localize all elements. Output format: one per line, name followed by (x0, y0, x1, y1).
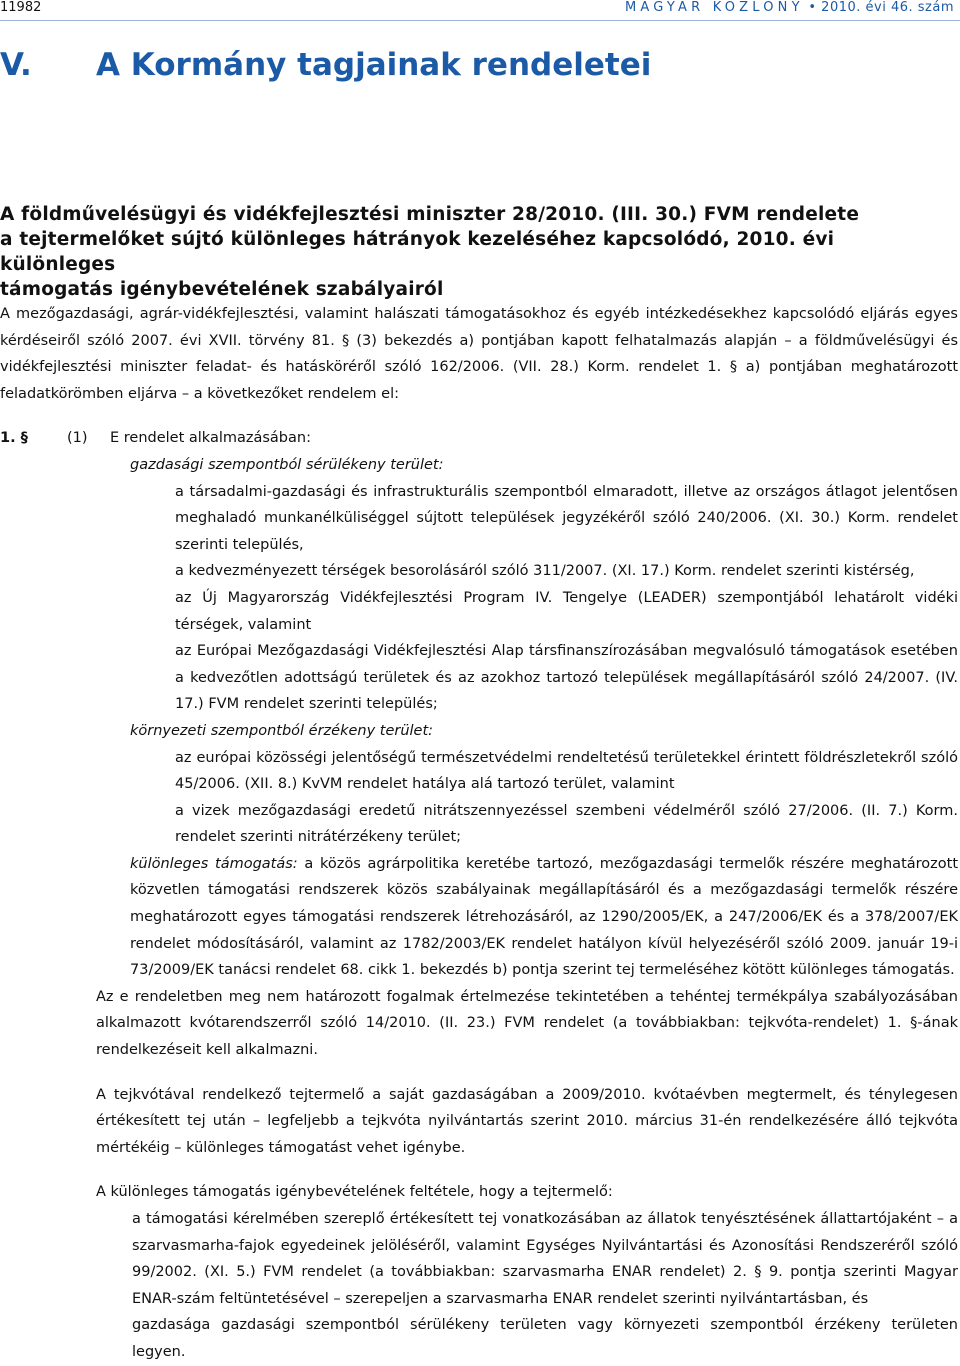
sub-item-text: a vizek mezőgazdasági eredetű nitrátszennyezéssel szembeni védelméről szóló 27/2006. (II. 7.) Korm. rendelet szerinti nitrátérzékeny terület; (175, 802, 958, 846)
section-heading (0, 47, 651, 83)
sub-item-text: a társadalmi-gazdasági és infrastrukturális szempontból elmaradott, illetve az országos átlagot jelentősen meghaladó munkanélküliséggel sújtott települések jegyzékéről szóló 240/2006. (XI. 30.) Korm. rendelet szerinti település, (175, 483, 958, 553)
sub-item-text: gazdasága gazdasági szempontból sérülékeny területen vagy környezeti szempontból érzékeny területen legyen. (132, 1317, 958, 1360)
definition-item-1 (0, 452, 958, 479)
journal-header (625, 0, 954, 15)
sub-item (0, 638, 958, 718)
paragraph-text: E rendelet alkalmazásában: (110, 430, 311, 447)
page-header (0, 0, 960, 20)
sub-item (0, 558, 958, 585)
decree-title-line: támogatás igénybevételének szabályairól (0, 279, 444, 300)
section-2-text: A tejkvótával rendelkező tejtermelő a saját gazdaságában a 2009/2010. kvótaévben megtermelt, és ténylegesen értékesített tej után – legfeljebb a tejkvóta nyilvántartás szerint 2010. március 31-én rendelkezésére álló tejkvóta mértékéig – különleges támogatást vehet igénybe. (96, 1086, 958, 1156)
document-body (0, 301, 958, 1366)
decree-title (0, 202, 950, 302)
defined-term: gazdasági szempontból sérülékeny terület: (130, 456, 444, 473)
defined-term: környezeti szempontból érzékeny terület: (130, 722, 434, 739)
sub-item (0, 479, 958, 559)
section-title: A Kormány tagjainak rendeletei (96, 47, 652, 83)
sub-item-text: az európai közösségi jelentőségű természetvédelmi rendeltetésű területekkel érintett földrészletekről szóló 45/2006. (XII. 8.) KvVM rendelet hatálya alá tartozó terület, valamint (175, 749, 958, 793)
sub-item-text: a támogatási kérelmében szereplő értékesített tej vonatkozásában az állatok tenyésztésének állattartójaként – a szarvasmarha-fajok egyedeinek jelöléséről, valamint Egységes Nyilvántartási és Azonosítási Rendszeréről szóló 99/2002. (XI. 5.) FVM rendelet (a továbbiakban: szarvasmarha ENAR rendelet) 2. § 9. pontja szerinti Magyar ENAR-szám feltüntetésével – szerepeljen a szarvasmarha ENAR rendelet szerinti nyilvántartásban, és (132, 1211, 958, 1307)
defined-term: különleges támogatás: (130, 855, 298, 872)
definition-text: a közös agrárpolitika keretébe tartozó, mezőgazdasági termelők részére meghatározott közvetlen támogatási rendszerek közös szabályainak megállapításáról és a mezőgazdasági termelők részére meghatározott egyes támogatási rendszerek létrehozásáról, az 1290/2005/EK, a 247/2006/EK és a 378/2007/EK rendelet módosításáról, valamint az 1782/2003/EK rendelet hatályon kívül helyezéséről szóló 2009. január 19-i 73/2009/EK tanácsi rendelet 68. cikk 1. bekezdés b) pontja szerint tej termeléséhez kötött különleges támogatás. (130, 855, 959, 979)
sub-item (0, 1312, 958, 1365)
sub-item-text: a kedvezményezett térségek besorolásáról szóló 311/2007. (XI. 17.) Korm. rendelet szerinti kistérség, (175, 563, 915, 580)
sub-item (0, 798, 958, 851)
header-rule (0, 20, 960, 21)
section-2 (0, 1082, 958, 1162)
sub-item-text: az Európai Mezőgazdasági Vidékfejlesztési Alap társfinanszírozásában megvalósuló támogatások esetében a kedvezőtlen adottságú területek és az azokhoz tartozó települések megállapításáról szóló 24/2007. (IV. 17.) FVM rendelet szerinti település; (175, 643, 958, 713)
section-number: V. (0, 47, 32, 83)
paragraph-label: (1) (67, 430, 88, 447)
section-3-text: A különleges támogatás igénybevételének feltétele, hogy a tejtermelő: (96, 1184, 613, 1201)
sub-item-text: az Új Magyarország Vidékfejlesztési Program IV. Tengelye (LEADER) szempontjából lehatárolt vidéki térségek, valamint (175, 589, 958, 633)
sub-item (0, 1206, 958, 1312)
paragraph-text: Az e rendeletben meg nem határozott fogalmak értelmezése tekintetében a tehéntej termékpálya szabályozásában alkalmazott kvótarendszerről szóló 14/2010. (II. 23.) FVM rendelet (a továbbiakban: tejkvóta-rendelet) 1. §-ának rendelkezéseit kell alkalmazni. (96, 988, 958, 1059)
issue-info: • 2010. évi 46. szám (808, 0, 954, 15)
sub-item (0, 745, 958, 798)
section-1-para-2 (0, 984, 958, 1064)
section-3 (0, 1179, 958, 1206)
preamble: A mezőgazdasági, agrár-vidékfejlesztési, valamint halászati támogatásokhoz és egyéb intézkedésekhez kapcsolódó eljárás egyes kérdéseiről szóló 2007. évi XVII. törvény 81. § (3) bekezdés a) pontjában kapott felhatalmazás alapján – a földművelésügyi és vidékfejlesztési miniszter feladat- és hatásköréről szóló 162/2006. (VII. 28.) Korm. rendelet 1. § a) pontjában meghatározott feladatkörömben eljárva – a következőket rendelem el: (0, 306, 958, 402)
journal-name: MAGYAR KÖZLÖNY (625, 0, 804, 15)
section-1-label: 1. § (0, 430, 28, 447)
page-number: 11982 (0, 0, 42, 15)
section-1-para-1 (0, 425, 958, 452)
decree-title-line: A földművelésügyi és vidékfejlesztési miniszter 28/2010. (III. 30.) FVM rendelete (0, 204, 860, 225)
sub-item (0, 585, 958, 638)
definition-item-3 (0, 851, 958, 984)
decree-title-line: a tejtermelőket sújtó különleges hátrányok kezeléséhez kapcsolódó, 2010. évi különleges (0, 229, 835, 275)
definition-item-2 (0, 718, 958, 745)
